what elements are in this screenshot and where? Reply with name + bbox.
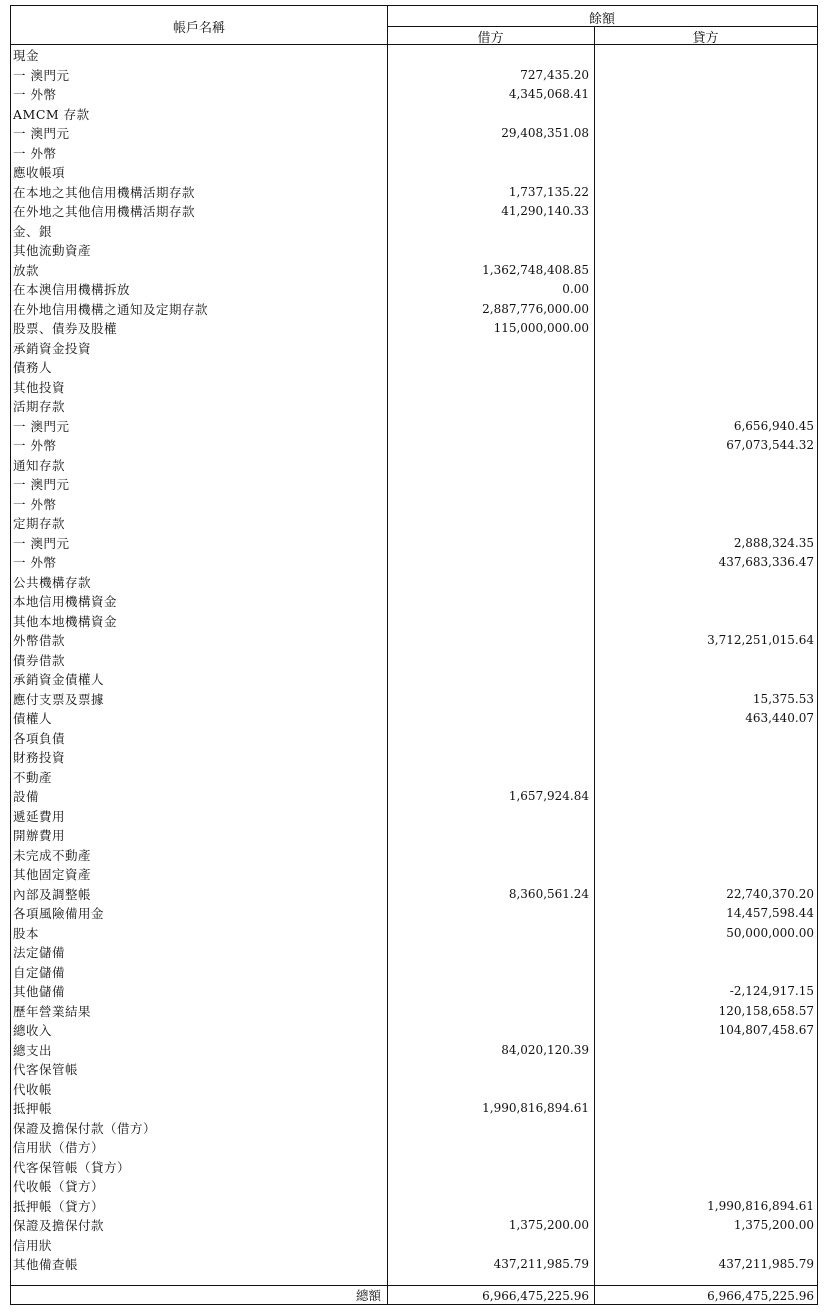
credit-value: 14,457,598.44 xyxy=(726,906,814,920)
account-name: 通知存款 xyxy=(13,457,66,473)
table-row xyxy=(11,1060,817,1080)
account-name: 債務人 xyxy=(13,360,53,375)
total-row xyxy=(11,1287,817,1305)
credit-value: 6,656,940.45 xyxy=(733,418,814,433)
account-name: 其他投資 xyxy=(13,379,66,395)
account-name: 現金 xyxy=(13,48,40,63)
table-row xyxy=(11,748,817,768)
table-row xyxy=(11,573,817,593)
account-name: 代客保管帳 xyxy=(13,1062,79,1077)
account-rows xyxy=(11,46,817,1275)
table-row xyxy=(11,865,817,885)
account-name: 股本 xyxy=(13,925,40,941)
header-debit: 借方 xyxy=(477,31,504,46)
account-name: 總支出 xyxy=(13,1042,53,1058)
account-name: 代收帳（貸方） xyxy=(13,1179,105,1194)
account-name: 本地信用機構資金 xyxy=(13,594,118,609)
account-name: 一 澳門元 xyxy=(13,477,70,492)
table-row xyxy=(11,163,817,183)
account-name: 在本地之其他信用機構活期存款 xyxy=(13,184,196,200)
table-row xyxy=(11,651,817,671)
credit-value: 3,712,251,015.64 xyxy=(707,633,814,647)
table-row xyxy=(11,144,817,164)
table-row xyxy=(11,1041,817,1061)
total-credit: 6,966,475,225.96 xyxy=(707,1289,814,1303)
debit-value: 41,290,140.33 xyxy=(501,204,589,218)
account-name: 定期存款 xyxy=(13,516,66,531)
table-row xyxy=(11,261,817,281)
account-name: 保證及擔保付款 xyxy=(13,1218,105,1233)
account-name: 法定儲備 xyxy=(13,945,66,960)
account-name: AMCM 存款 xyxy=(13,106,90,122)
account-name: 不動產 xyxy=(13,769,53,785)
account-name: 其他備查帳 xyxy=(13,1257,79,1272)
table-row xyxy=(11,592,817,612)
total-rule xyxy=(11,1285,817,1286)
credit-value: 437,683,336.47 xyxy=(718,555,814,569)
debit-value: 84,020,120.39 xyxy=(501,1042,589,1057)
account-name: 其他流動資產 xyxy=(13,243,92,258)
account-name: 代客保管帳（貸方） xyxy=(13,1159,131,1175)
account-name: 內部及調整帳 xyxy=(13,886,92,902)
table-row xyxy=(11,709,817,729)
account-name: 抵押帳 xyxy=(13,1101,53,1116)
account-name: 各項負債 xyxy=(13,730,66,746)
debit-value: 1,990,816,894.61 xyxy=(482,1101,589,1115)
table-row xyxy=(11,534,817,554)
table-row xyxy=(11,1002,817,1022)
table-row xyxy=(11,963,817,983)
debit-value: 8,360,561.24 xyxy=(508,886,589,901)
balance-sheet-table xyxy=(10,5,818,1305)
debit-value: 115,000,000.00 xyxy=(493,321,589,335)
table-row xyxy=(11,46,817,66)
account-name: 一 外幣 xyxy=(13,87,57,102)
table-row xyxy=(11,436,817,456)
account-name: 一 澳門元 xyxy=(13,418,70,434)
account-name: 其他本地機構資金 xyxy=(13,613,118,629)
header-credit: 貸方 xyxy=(692,31,719,46)
table-row xyxy=(11,202,817,222)
table-row xyxy=(11,397,817,417)
table-row xyxy=(11,631,817,651)
table-row xyxy=(11,846,817,866)
credit-value: 120,158,658.57 xyxy=(718,1003,814,1018)
account-name: 未完成不動產 xyxy=(13,847,92,863)
credit-value: 104,807,458.67 xyxy=(718,1023,814,1037)
table-row xyxy=(11,670,817,690)
table-row xyxy=(11,612,817,632)
table-row xyxy=(11,924,817,944)
table-row xyxy=(11,1177,817,1197)
credit-value: 463,440.07 xyxy=(745,711,814,725)
table-row xyxy=(11,378,817,398)
table-row xyxy=(11,807,817,827)
table-row xyxy=(11,358,817,378)
account-name: 承銷資金投資 xyxy=(13,340,92,356)
table-row xyxy=(11,690,817,710)
account-name: 一 外幣 xyxy=(13,496,57,512)
account-name: 一 澳門元 xyxy=(13,126,70,141)
debit-value: 2,887,776,000.00 xyxy=(482,301,589,316)
account-name: 一 外幣 xyxy=(13,555,57,570)
account-name: 遞延費用 xyxy=(13,808,66,824)
credit-value: -2,124,917.15 xyxy=(729,984,814,998)
table-row xyxy=(11,105,817,125)
table-row xyxy=(11,1138,817,1158)
table-row xyxy=(11,904,817,924)
credit-value: 67,073,544.32 xyxy=(726,438,814,452)
account-name: 金、銀 xyxy=(13,223,53,239)
table-row xyxy=(11,222,817,242)
account-name: 應收帳項 xyxy=(13,165,66,180)
table-row xyxy=(11,319,817,339)
total-debit: 6,966,475,225.96 xyxy=(482,1289,589,1303)
debit-value: 1,362,748,408.85 xyxy=(482,262,589,277)
table-row xyxy=(11,66,817,86)
debit-value: 4,345,068.41 xyxy=(508,87,589,101)
debit-value: 437,211,985.79 xyxy=(493,1257,589,1271)
table-row xyxy=(11,241,817,261)
account-name: 自定儲備 xyxy=(13,964,66,980)
table-row xyxy=(11,300,817,320)
table-row xyxy=(11,982,817,1002)
table-row xyxy=(11,1158,817,1178)
credit-value: 1,990,816,894.61 xyxy=(707,1198,814,1213)
account-name: 應付支票及票據 xyxy=(13,691,105,707)
table-row xyxy=(11,1080,817,1100)
table-row xyxy=(11,787,817,807)
account-name: 保證及擔保付款（借方） xyxy=(13,1120,157,1136)
debit-value: 0.00 xyxy=(562,282,589,296)
credit-value: 1,375,200.00 xyxy=(733,1218,814,1232)
account-name: 債券借款 xyxy=(13,652,66,668)
table-row xyxy=(11,495,817,515)
account-name: 放款 xyxy=(13,262,40,278)
debit-value: 1,657,924.84 xyxy=(508,789,589,803)
account-name: 開辦費用 xyxy=(13,828,66,843)
table-row xyxy=(11,943,817,963)
account-name: 承銷資金債權人 xyxy=(13,672,105,687)
table-row xyxy=(11,339,817,359)
account-name: 其他儲備 xyxy=(13,984,66,999)
table-row xyxy=(11,553,817,573)
table-row xyxy=(11,768,817,788)
account-name: 股票、債券及股權 xyxy=(13,321,118,336)
table-row xyxy=(11,729,817,749)
account-name: 債權人 xyxy=(13,711,53,726)
debit-value: 727,435.20 xyxy=(520,67,589,82)
credit-value: 15,375.53 xyxy=(752,691,814,706)
table-row xyxy=(11,1099,817,1119)
account-name: 一 外幣 xyxy=(13,438,57,453)
account-name: 財務投資 xyxy=(13,750,66,765)
table-row xyxy=(11,456,817,476)
account-name: 抵押帳（貸方） xyxy=(13,1198,105,1214)
account-name: 在本澳信用機構拆放 xyxy=(13,282,131,297)
header-balance: 餘額 xyxy=(588,12,615,27)
account-name: 在外地之其他信用機構活期存款 xyxy=(13,204,196,219)
table-row xyxy=(11,1236,817,1256)
table-row xyxy=(11,826,817,846)
table-row xyxy=(11,417,817,437)
table-row xyxy=(11,475,817,495)
table-row xyxy=(11,1119,817,1139)
table-row xyxy=(11,1216,817,1236)
table-row xyxy=(11,183,817,203)
table-row xyxy=(11,514,817,534)
credit-value: 437,211,985.79 xyxy=(718,1257,814,1271)
account-name: 信用狀（借方） xyxy=(13,1140,105,1155)
debit-value: 1,375,200.00 xyxy=(508,1218,589,1232)
account-name: 其他固定資產 xyxy=(13,867,92,882)
total-label: 總額 xyxy=(355,1288,381,1303)
credit-value: 2,888,324.35 xyxy=(733,535,814,550)
account-name: 外幣借款 xyxy=(13,633,66,648)
debit-value: 1,737,135.22 xyxy=(508,184,589,199)
table-row xyxy=(11,85,817,105)
account-name: 一 澳門元 xyxy=(13,67,70,83)
account-name: 活期存款 xyxy=(13,399,66,414)
table-row xyxy=(11,1197,817,1217)
account-name: 信用狀 xyxy=(13,1237,53,1253)
credit-value: 50,000,000.00 xyxy=(726,925,814,940)
credit-value: 22,740,370.20 xyxy=(726,886,814,901)
account-name: 代收帳 xyxy=(13,1081,53,1097)
debit-value: 29,408,351.08 xyxy=(501,126,589,140)
account-name: 公共機構存款 xyxy=(13,574,92,590)
header-account-name: 帳戶名稱 xyxy=(172,21,225,36)
table-row xyxy=(11,1255,817,1275)
table-row xyxy=(11,124,817,144)
table-row xyxy=(11,280,817,300)
table-row xyxy=(11,1021,817,1041)
account-name: 歷年營業結果 xyxy=(13,1003,92,1019)
account-name: 各項風險備用金 xyxy=(13,906,105,921)
account-name: 在外地信用機構之通知及定期存款 xyxy=(13,301,209,317)
account-name: 總收入 xyxy=(13,1023,53,1038)
account-name: 一 澳門元 xyxy=(13,535,70,551)
table-row xyxy=(11,885,817,905)
account-name: 一 外幣 xyxy=(13,145,57,161)
account-name: 設備 xyxy=(13,789,40,804)
